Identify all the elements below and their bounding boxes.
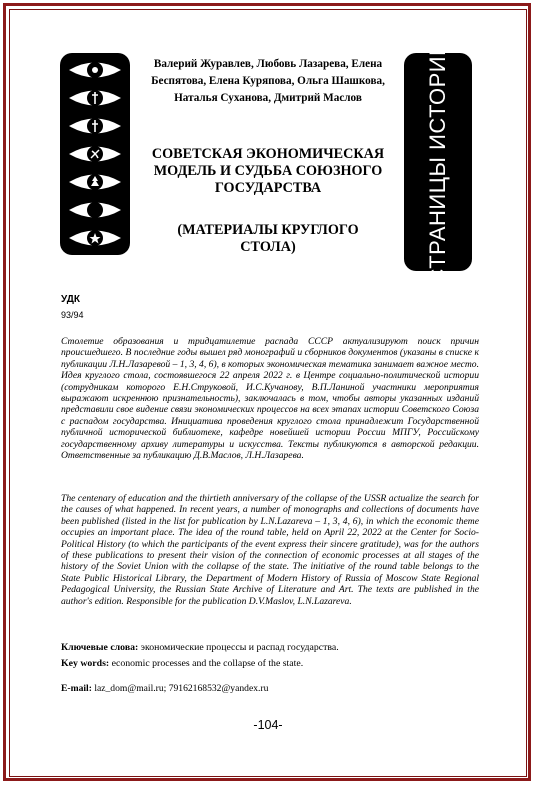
abstract-english: The centenary of education and the thirtieth anniversary of the collapse of the USSR actualize the search for the causes of what happened. In recent years, a number of monographs and collections of documents have been published (listed in the list for publication by L.N.Lazareva – 1, 3, 4, 6), in which the economic theme occupies an important place. The idea of the round table, held on April 22, 2022 at the Center for Socio-Political History (to which the participants of the event express their sincere gratitude), was for the authors of these publications to present their vision of the connection of economic processes at all stages of the history of the Soviet Union with the collapse of the state. The initiative of the round table belongs to the State Public Historical Library, the Department of Modern History of Russia of Moscow State Regional Pedagogical University, the Russian State Archive of Literature and Art. The texts are published in the author's edition. Responsible for the publication D.V.Maslov, L.N.Lazareva.: [61, 493, 479, 607]
eye-icon: [67, 143, 123, 165]
keywords-russian-text: экономические процессы и распад государства.: [140, 642, 339, 653]
authors: Валерий Журавлев, Любовь Лазарева, Елена Беспятова, Елена Куряпова, Ольга Шашкова, Наталья Суханова, Дмитрий Маслов: [151, 58, 385, 104]
section-title: СТРАНИЦЫ ИСТОРИИ: [425, 39, 450, 285]
keywords-english: [61, 658, 481, 669]
udk-label: УДК: [61, 294, 80, 305]
keywords-russian: [61, 642, 481, 653]
eye-icon: [67, 87, 123, 109]
email-label: E-mail:: [61, 683, 92, 694]
eye-icon: [67, 227, 123, 249]
udk-code: 93/94: [61, 310, 84, 320]
decorative-eye-column: [60, 53, 130, 255]
email-line: [61, 683, 268, 694]
article-subtitle: (МАТЕРИАЛЫ КРУГЛОГО СТОЛА): [177, 222, 359, 255]
eye-icon: [67, 171, 123, 193]
page-number: -104-: [253, 718, 283, 732]
keywords-english-text: economic processes and the collapse of the state.: [111, 658, 304, 669]
eye-icon: [67, 115, 123, 137]
section-banner: [404, 39, 472, 285]
eye-icon: [67, 59, 123, 81]
eye-icon: [67, 199, 123, 221]
article-title: СОВЕТСКАЯ ЭКОНОМИЧЕСКАЯ МОДЕЛЬ И СУДЬБА СОЮЗНОГО ГОСУДАРСТВА: [151, 146, 385, 196]
email-address[interactable]: laz_dom@mail.ru; 79162168532@yandex.ru: [94, 683, 269, 694]
keywords-russian-label: Ключевые слова:: [61, 642, 139, 653]
keywords-english-label: Key words:: [61, 658, 110, 669]
abstract-russian: Столетие образования и тридцатилетие распада СССР актуализируют поиск причин происшедшего. В последние годы вышел ряд монографий и сборников документов (указаны в списке к публикации Л.Н.Лазаревой – 1, 3, 4, 6), в которых экономическая тематика занимает важное место. Идея круглого стола, состоявшегося 22 апреля 2022 г. в Центре социально-политической истории (сотрудникам которого Е.Н.Струковой, И.С.Кучанову, В.П.Ланиной участники мероприятия выражают искреннюю признательность), заключалась в том, чтобы авторы указанных изданий представили свое видение связи экономических процессов на всех этапах истории Советского Союза с распадом государства. Инициатива проведения круглого стола принадлежит Государственной публичной исторической библиотеке, кафедре новейшей истории России МПГУ, Российскому государственному архиву литературы и искусства. Тексты публикуются в авторской редакции. Ответственные за публикацию Д.В.Маслов, Л.Н.Лазарева.: [61, 336, 479, 462]
